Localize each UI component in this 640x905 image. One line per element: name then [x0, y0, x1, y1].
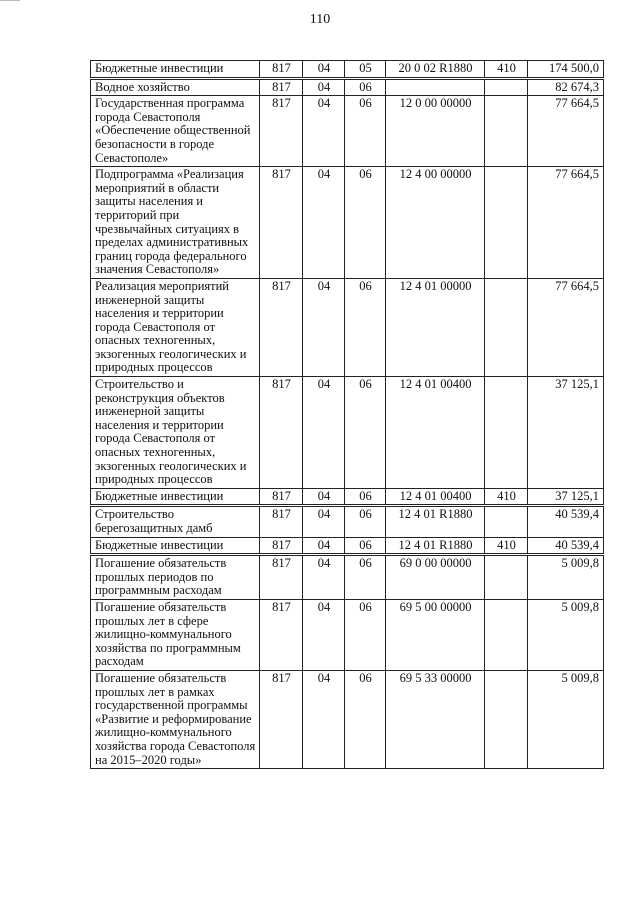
cell-expense-type: [485, 377, 528, 489]
cell-ministry-code: 817: [260, 488, 303, 506]
cell-expense-type: [485, 78, 528, 96]
cell-target-article: 12 4 01 R1880: [386, 537, 485, 555]
cell-expense-type: [485, 599, 528, 670]
cell-expense-type: 410: [485, 61, 528, 79]
cell-target-article: [386, 78, 485, 96]
table-row: [91, 599, 604, 670]
table-row: [91, 670, 604, 768]
cell-ministry-code: 817: [260, 506, 303, 537]
cell-amount: 5 009,8: [528, 555, 604, 600]
cell-ministry-code: 817: [260, 78, 303, 96]
cell-name: Погашение обязательств прошлых лет в рамках государственной программы «Развитие и реформирование жилищно-коммунального хозяйства города Севастополя на 2015–2020 годы»: [91, 670, 260, 768]
cell-ministry-code: 817: [260, 61, 303, 79]
cell-subsection: 06: [345, 96, 386, 167]
cell-subsection: 06: [345, 278, 386, 376]
cell-section: 04: [303, 555, 345, 600]
cell-section: 04: [303, 670, 345, 768]
cell-subsection: 06: [345, 670, 386, 768]
cell-subsection: 06: [345, 506, 386, 537]
cell-target-article: 69 5 00 00000: [386, 599, 485, 670]
cell-ministry-code: 817: [260, 555, 303, 600]
cell-name: Строительство и реконструкция объектов инженерной защиты населения и территории города Севастополя от опасных техногенных, экзогенных геологических и природных процессов: [91, 377, 260, 489]
cell-amount: 37 125,1: [528, 488, 604, 506]
cell-name: Погашение обязательств прошлых периодов по программным расходам: [91, 555, 260, 600]
cell-target-article: 12 4 01 00400: [386, 488, 485, 506]
cell-target-article: 12 4 01 00400: [386, 377, 485, 489]
cell-amount: 77 664,5: [528, 167, 604, 279]
table-body: [91, 61, 604, 769]
cell-amount: 5 009,8: [528, 670, 604, 768]
cell-section: 04: [303, 61, 345, 79]
cell-target-article: 12 0 00 00000: [386, 96, 485, 167]
cell-subsection: 06: [345, 488, 386, 506]
cell-section: 04: [303, 278, 345, 376]
cell-ministry-code: 817: [260, 377, 303, 489]
budget-table: [90, 60, 604, 769]
cell-section: 04: [303, 96, 345, 167]
cell-ministry-code: 817: [260, 96, 303, 167]
cell-name: Подпрограмма «Реализация мероприятий в области защиты населения и территорий при чрезвычайных ситуациях в пределах административных границ города федерального значения Севастополя»: [91, 167, 260, 279]
cell-name: Бюджетные инвестиции: [91, 537, 260, 555]
cell-section: 04: [303, 488, 345, 506]
cell-expense-type: [485, 670, 528, 768]
cell-subsection: 05: [345, 61, 386, 79]
cell-section: 04: [303, 537, 345, 555]
table-row: [91, 555, 604, 600]
cell-section: 04: [303, 377, 345, 489]
cell-target-article: 69 5 33 00000: [386, 670, 485, 768]
cell-expense-type: [485, 506, 528, 537]
cell-expense-type: 410: [485, 488, 528, 506]
cell-section: 04: [303, 167, 345, 279]
cell-subsection: 06: [345, 78, 386, 96]
table-row: [91, 278, 604, 376]
cell-expense-type: 410: [485, 537, 528, 555]
table-row: [91, 96, 604, 167]
cell-name: Реализация мероприятий инженерной защиты населения и территории города Севастополя от опасных техногенных, экзогенных геологических и природных процессов: [91, 278, 260, 376]
cell-amount: 40 539,4: [528, 506, 604, 537]
cell-section: 04: [303, 599, 345, 670]
cell-target-article: 69 0 00 00000: [386, 555, 485, 600]
cell-name: Строительство берегозащитных дамб: [91, 506, 260, 537]
cell-section: 04: [303, 78, 345, 96]
cell-name: Бюджетные инвестиции: [91, 488, 260, 506]
cell-expense-type: [485, 96, 528, 167]
cell-subsection: 06: [345, 555, 386, 600]
cell-target-article: 12 4 01 00000: [386, 278, 485, 376]
cell-target-article: 20 0 02 R1880: [386, 61, 485, 79]
cell-ministry-code: 817: [260, 599, 303, 670]
cell-ministry-code: 817: [260, 278, 303, 376]
table-row: [91, 78, 604, 96]
cell-amount: 174 500,0: [528, 61, 604, 79]
page-number: 110: [309, 12, 331, 27]
table-row: [91, 377, 604, 489]
cell-amount: 40 539,4: [528, 537, 604, 555]
table-row: [91, 61, 604, 79]
cell-expense-type: [485, 555, 528, 600]
cell-subsection: 06: [345, 599, 386, 670]
table-row: [91, 167, 604, 279]
cell-subsection: 06: [345, 537, 386, 555]
cell-ministry-code: 817: [260, 167, 303, 279]
cell-amount: 37 125,1: [528, 377, 604, 489]
cell-amount: 77 664,5: [528, 278, 604, 376]
table-row: [91, 506, 604, 537]
cell-target-article: 12 4 01 R1880: [386, 506, 485, 537]
cell-amount: 5 009,8: [528, 599, 604, 670]
table-row: [91, 537, 604, 555]
cell-name: Погашение обязательств прошлых лет в сфере жилищно-коммунального хозяйства по программным расходам: [91, 599, 260, 670]
scan-edge-mark: [0, 0, 20, 7]
cell-section: 04: [303, 506, 345, 537]
cell-amount: 82 674,3: [528, 78, 604, 96]
cell-expense-type: [485, 278, 528, 376]
cell-ministry-code: 817: [260, 537, 303, 555]
cell-name: Водное хозяйство: [91, 78, 260, 96]
cell-subsection: 06: [345, 167, 386, 279]
cell-subsection: 06: [345, 377, 386, 489]
cell-expense-type: [485, 167, 528, 279]
cell-name: Государственная программа города Севастополя «Обеспечение общественной безопасности в городе Севастополе»: [91, 96, 260, 167]
cell-ministry-code: 817: [260, 670, 303, 768]
table-row: [91, 488, 604, 506]
cell-name: Бюджетные инвестиции: [91, 61, 260, 79]
cell-amount: 77 664,5: [528, 96, 604, 167]
cell-target-article: 12 4 00 00000: [386, 167, 485, 279]
